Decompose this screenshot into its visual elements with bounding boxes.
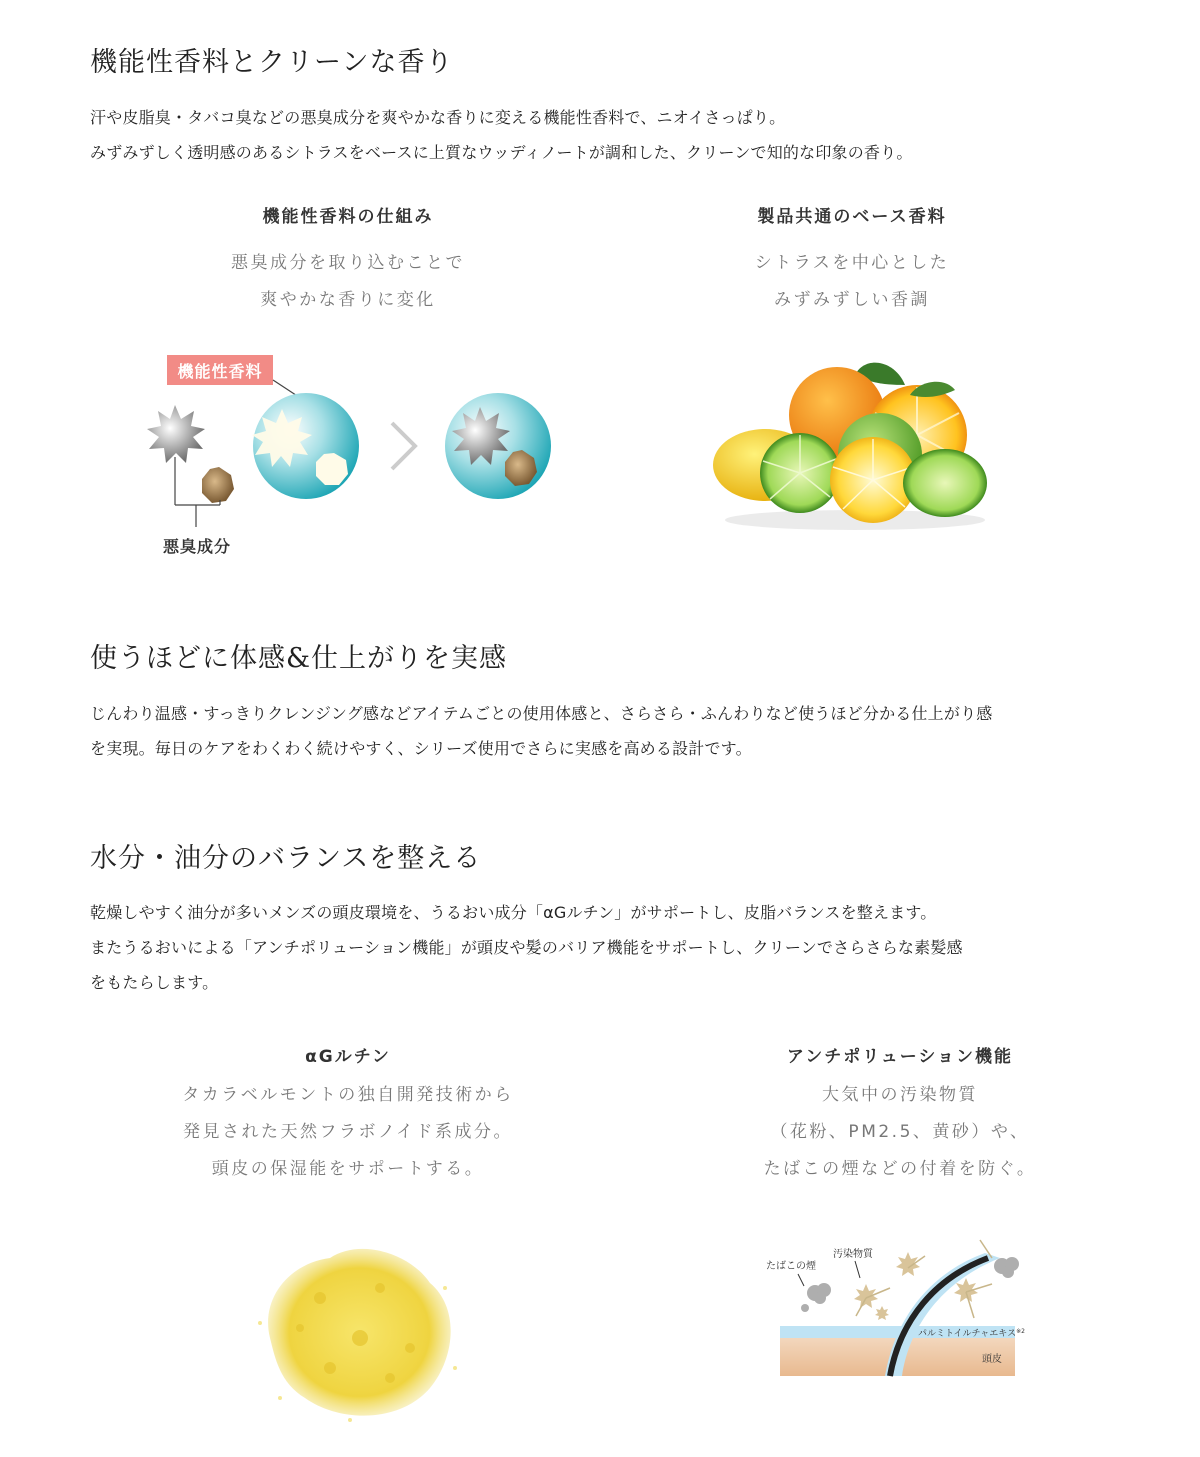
section1-title: 機能性香料とクリーンな香り	[90, 47, 454, 78]
scalp-label: 頭皮	[982, 1354, 1002, 1365]
base-fragrance-title: 製品共通のベース香料	[757, 207, 947, 227]
section1-text: 汗や皮脂臭・タバコ臭などの悪臭成分を爽やかな香りに変える機能性香料で、ニオイさっぱり。 みずみずしく透明感のあるシトラスをベースに上質なウッディノートが調和した、クリーンで知的な印象の香り。	[90, 108, 913, 162]
mechanism-desc: 悪臭成分を取り込むことで 爽やかな香りに変化	[231, 253, 465, 310]
rutin-title: αGルチン	[305, 1047, 391, 1067]
mechanism-title: 機能性香料の仕組み	[262, 207, 434, 227]
mechanism-column	[148, 202, 548, 319]
odor-label: 悪臭成分	[162, 537, 232, 556]
section3-title: 水分・油分のバランスを整える	[90, 843, 482, 874]
smoke-label: たばこの煙	[766, 1261, 816, 1272]
base-fragrance-column	[652, 202, 1052, 319]
anti-pollution-diagram	[760, 1228, 1040, 1383]
mechanism-diagram	[130, 345, 570, 570]
powder-image	[240, 1228, 480, 1428]
anti-pollution-column	[700, 1042, 1100, 1188]
rutin-desc: タカラベルモントの独自開発技術から 発見された天然フラボノイド系成分。 頭皮の保湿能をサポートする。	[182, 1085, 514, 1179]
citrus-image	[705, 355, 995, 535]
barrier-layer-label: パルミトイルチャエキス$^{※2}$	[918, 1328, 1025, 1339]
chevron-right-icon	[392, 423, 415, 469]
section2-title: 使うほどに体感&仕上がりを実感	[90, 643, 508, 674]
anti-pollution-desc: 大気中の汚染物質 （花粉、PM2.5、黄砂）や、 たばこの煙などの付着を防ぐ。	[763, 1085, 1037, 1179]
section2-text: じんわり温感・すっきりクレンジング感などアイテムごとの使用体感と、さらさら・ふんわりなど使うほど分かる仕上がり感 を実現。毎日のケアをわくわく続けやすく、シリーズ使用でさらに実感を高める設計です。	[90, 704, 993, 758]
fragrance-tag-label: 機能性香料	[177, 362, 263, 381]
pollutant-label: 汚染物質	[833, 1249, 873, 1260]
rutin-column	[148, 1042, 548, 1188]
odor-star-icon	[147, 405, 205, 463]
odor-hex-icon	[202, 467, 234, 503]
anti-pollution-title: アンチポリューション機能	[786, 1047, 1014, 1067]
base-fragrance-desc: シトラスを中心とした みずみずしい香調	[754, 253, 950, 310]
section3-text: 乾燥しやすく油分が多いメンズの頭皮環境を、うるおい成分「αGルチン」がサポートし、皮脂バランスを整えます。 またうるおいによる「アンチポリューション機能」が頭皮や髪のバリア機能をサポートし、クリーンでさらさらな素髪感 をもたらします。	[90, 903, 963, 992]
